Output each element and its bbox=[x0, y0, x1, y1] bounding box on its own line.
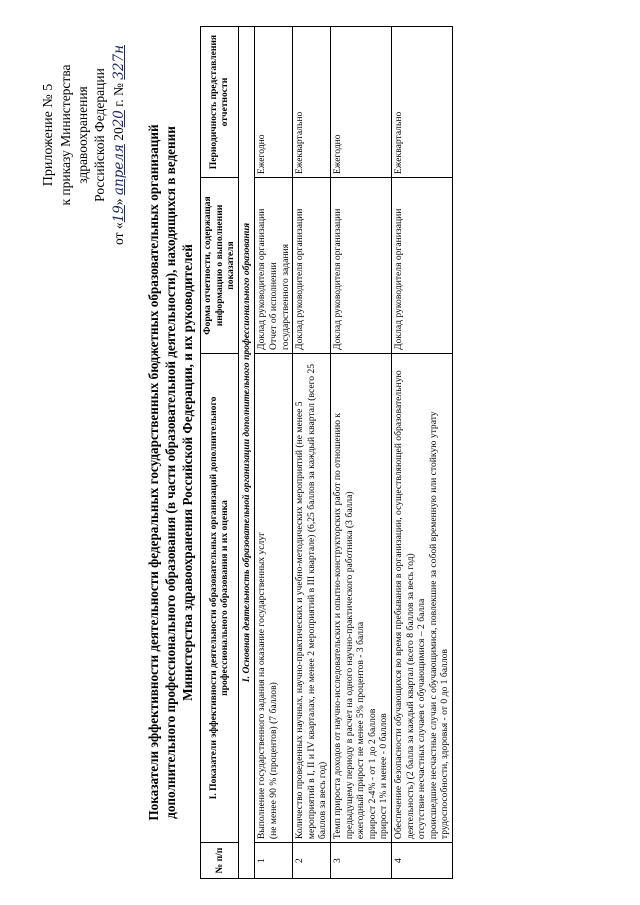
document-title: Показатели эффективности деятельности федеральных государственных бюджетных образовательных организаций дополнительного профессионального образования (в части образовательной деятельности), находящихся в ведении Министерства здравоохранения Российской Федерации, и их руководителей bbox=[146, 124, 195, 821]
indicator-cell: Обеспечение безопасности обучающихся во время пребывания в организации, осуществляющей образовательную деятельность) (2 балла за каждый квартал (всего 8 баллов за весь год) отсутствие несчастных случаев с обучающимися – 2 балла происшедшие несчастные случаи с обучающимися, повлекшие за собой временную или стойкую утрату трудоспособности, здоровья - от 0 до 1 баллов bbox=[391, 353, 452, 842]
periodicity-cell: Ежегодно bbox=[330, 27, 391, 178]
order-number: 327н bbox=[111, 45, 127, 80]
section-title: I. Основная деятельность образовательной организации дополнительного профессионального образования bbox=[238, 27, 255, 879]
periodicity-cell: Ежеквартально bbox=[293, 27, 331, 178]
column-header-indicator: I. Показатели эффективности деятельности образовательных организаций дополнительного профессионального образования и их оценка bbox=[201, 353, 239, 842]
table-header-row bbox=[201, 27, 239, 879]
table-row bbox=[330, 27, 391, 879]
ministry-name: Российской Федерации bbox=[92, 68, 107, 202]
appendix-number: Приложение № 5 bbox=[41, 83, 56, 187]
section-row bbox=[238, 27, 255, 879]
appendix-header bbox=[40, 25, 128, 245]
column-header-periodicity: Периодичность представления отчетности bbox=[201, 27, 239, 178]
report-form-cell: Доклад руководителя организации Отчет об исполнении государственного задания bbox=[255, 178, 293, 354]
row-number: 2 bbox=[293, 843, 331, 879]
indicators-table bbox=[200, 26, 453, 879]
periodicity-cell: Ежеквартально bbox=[391, 27, 452, 178]
table-row bbox=[391, 27, 452, 879]
row-number: 4 bbox=[391, 843, 452, 879]
report-form-cell: Доклад руководителя организации bbox=[391, 178, 452, 354]
row-number: 1 bbox=[255, 843, 293, 879]
column-header-report-form: Форма отчетности, содержащая информацию о выполнении показателя bbox=[201, 178, 239, 354]
order-reference: к приказу Министерства здравоохранения bbox=[58, 64, 90, 206]
table-row bbox=[255, 27, 293, 879]
indicator-cell: Выполнение государственного задания на оказание государственных услуг (не менее 90 % (процентов) (7 баллов) bbox=[255, 353, 293, 842]
report-form-cell: Доклад руководителя организации bbox=[293, 178, 331, 354]
order-day: 19 bbox=[111, 205, 127, 223]
row-number: 3 bbox=[330, 843, 391, 879]
column-header-number: № п/п bbox=[201, 843, 239, 879]
periodicity-cell: Ежегодно bbox=[255, 27, 293, 178]
report-form-cell: Доклад руководителя организации bbox=[330, 178, 391, 354]
order-year: 20 bbox=[111, 110, 127, 128]
indicator-cell: Темп прироста доходов от научно-исследовательских и опытно-конструкторских работ по отношению к предыдущему периоду в расчет на одного научно-практического работника (3 балла) ежегодный прирост не менее 5% процентов - 3 балла прирост 2-4% - от 1 до 2 баллов прирост 1% и менее - 0 баллов bbox=[330, 353, 391, 842]
order-date-line: от «19» апреля 2020 г. № 327н bbox=[111, 45, 127, 245]
table-row bbox=[293, 27, 331, 879]
order-month: апреля bbox=[111, 144, 127, 196]
indicator-cell: Количество проведенных научных, научно-практических и учебно-методических мероприятий (не менее 5 мероприятий в I, II и IV кварталах, не менее 2 мероприятий в III квартале) (6,25 баллов за каждый квартал (всего 25 баллов за весь год) bbox=[293, 353, 331, 842]
